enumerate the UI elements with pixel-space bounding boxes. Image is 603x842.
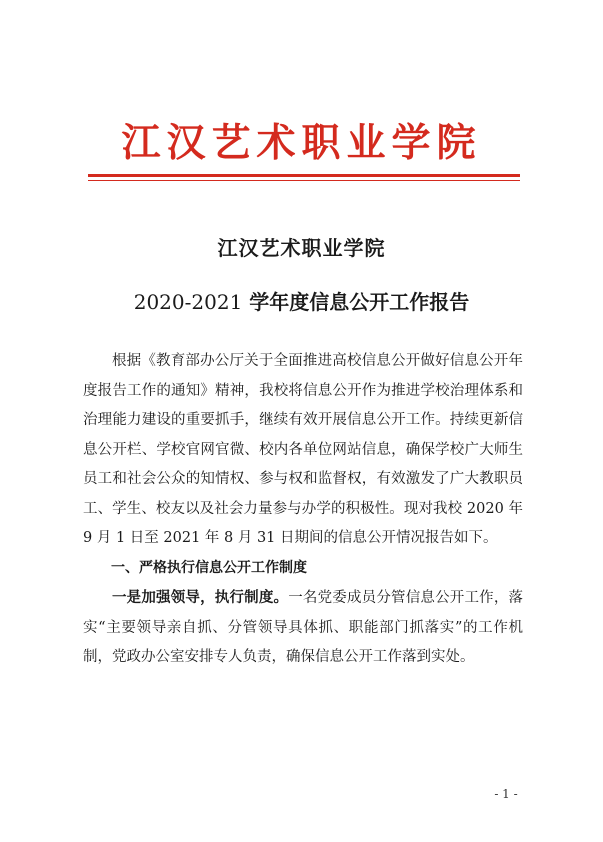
paragraph-body: 一名党委成员分管信息公开工作，落实“主要领导亲自抓、分管领导具体抓、职能部门抓落实”的工作机制，党政办公室安排专人负责，确保信息公开工作落到实处。	[83, 590, 524, 665]
report-title-year: 2020-2021	[133, 290, 243, 314]
letterhead-title: 江汉艺术职业学院	[121, 120, 482, 166]
page-number: - 1 -	[494, 787, 518, 801]
report-title-line1: 江汉艺术职业学院	[217, 236, 386, 260]
section-heading: 一、严格执行信息公开工作制度	[111, 559, 307, 576]
letterhead-rule-thin	[88, 180, 520, 181]
report-title-text: 学年度信息公开工作报告	[249, 290, 470, 314]
report-title-line2	[0, 286, 603, 315]
section-paragraph	[83, 583, 523, 673]
report-body	[83, 347, 523, 673]
intro-paragraph: 根据《教育部办公厅关于全面推进高校信息公开做好信息公开年度报告工作的通知》精神，我校将信息公开作为推进学校治理体系和治理能力建设的重要抓手，继续有效开展信息公开工作。持续更新信息公开栏、学校官网官微、校内各单位网站信息，确保学校广大师生员工和社会公众的知情权、参与权和监督权，有效激发了广大教职员工、学生、校友以及社会力量参与办学的积极性。现对我校 2020 年 9 月 1 日至 2021 年 8 月 31 日期间的信息公开情况报告如下。	[83, 353, 523, 546]
letterhead-rule-thick	[88, 174, 520, 177]
paragraph-lead: 一是加强领导，执行制度。	[112, 589, 289, 606]
